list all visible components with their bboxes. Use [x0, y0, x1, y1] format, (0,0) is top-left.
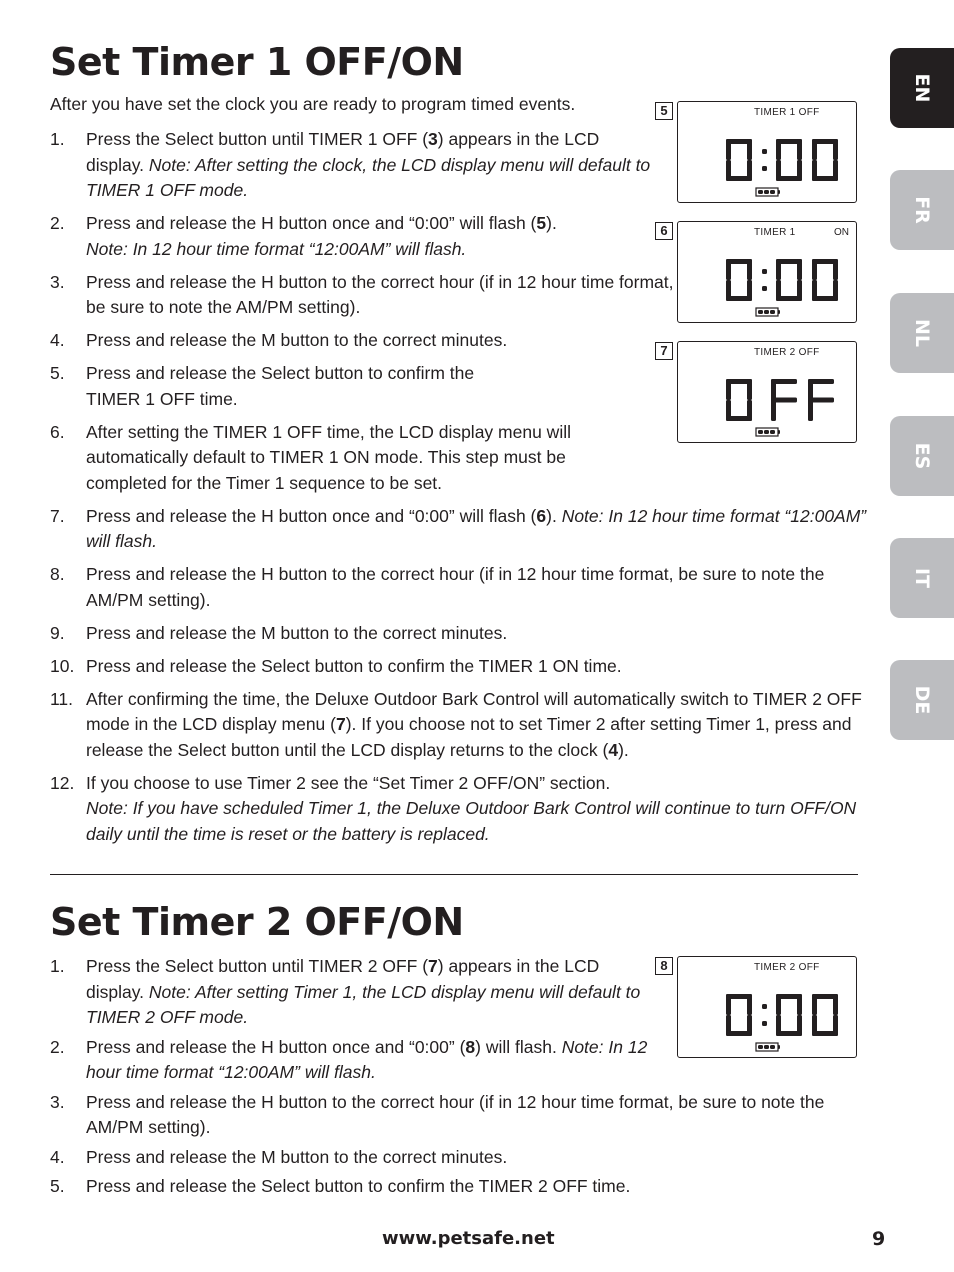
- list-item: 7. Press and release the H button once and “0:00” will flash (6). Note: In 12 hour time format “12:00AM” will flash.: [50, 505, 867, 551]
- lcd-mode-text: TIMER 1: [754, 227, 796, 238]
- list-item: 3. Press and release the H button to the correct hour (if in 12 hour time format, be sure to note the AM/PM setting).: [50, 1091, 825, 1137]
- tab-fr[interactable]: FR: [890, 170, 954, 250]
- list-item: 8. Press and release the H button to the correct hour (if in 12 hour time format, be sure to note the AM/PM setting).: [50, 564, 825, 610]
- list-item: 3. Press and release the H button to the correct hour (if in 12 hour time format, be sure to note the AM/PM setting).: [50, 271, 674, 317]
- list-item: 12. If you choose to use Timer 2 see the “Set Timer 2 OFF/ON” section. Note: If you have scheduled Timer 1, the Deluxe Outdoor Bark Control will continue to turn OFF/ON daily until the time is reset or the battery is replaced.: [50, 772, 857, 844]
- lcd-display: [677, 101, 857, 203]
- list-item: 2. Press and release the H button once and “0:00” will flash (5). Note: In 12 hour time format “12:00AM” will flash.: [50, 213, 557, 259]
- lcd-display: [677, 341, 857, 443]
- list-item: 5. Press and release the Select button to confirm the TIMER 2 OFF time.: [50, 1176, 631, 1196]
- list-item: 2. Press and release the H button once and “0:00” (8) will flash. Note: In 12 hour time format “12:00AM” will flash.: [50, 1036, 648, 1082]
- tab-nl[interactable]: NL: [890, 293, 954, 373]
- list-item: 9. Press and release the M button to the correct minutes.: [50, 622, 508, 643]
- tab-de[interactable]: DE: [890, 660, 954, 740]
- tab-es[interactable]: ES: [890, 416, 954, 496]
- list-item: 4. Press and release the M button to the correct minutes.: [50, 330, 508, 350]
- tab-it[interactable]: IT: [890, 538, 954, 618]
- lcd-mode-text: TIMER 2 OFF: [754, 962, 820, 973]
- figure-label: 7: [655, 342, 673, 360]
- lcd-mode-text: TIMER 2 OFF: [754, 347, 820, 358]
- lcd-state-text: ON: [834, 227, 849, 238]
- list-item: 11. After confirming the time, the Deluxe Outdoor Bark Control will automatically switch to TIMER 2 OFF mode in the LCD display menu (7). If you choose not to set Timer 2 after setting Timer 1, press and release the Select button until the LCD display returns to the clock (4).: [50, 688, 862, 760]
- list-item: 5. Press and release the Select button to confirm the TIMER 1 OFF time.: [50, 363, 475, 409]
- lcd-segment-digits: [678, 102, 856, 202]
- section-title-timer1: Set Timer 1 OFF/ON: [50, 40, 464, 84]
- footer-url[interactable]: www.petsafe.net: [382, 1228, 555, 1249]
- section-divider: [50, 874, 858, 875]
- lcd-display: [677, 956, 857, 1058]
- figure-label: 8: [655, 957, 673, 975]
- page-number: 9: [872, 1228, 886, 1250]
- lcd-segment-digits: [678, 222, 856, 322]
- tab-en[interactable]: EN: [890, 48, 954, 128]
- list-item: 1. Press the Select button until TIMER 1 OFF (3) appears in the LCD display. Note: After setting the clock, the LCD display menu will default to TIMER 1 OFF mode.: [50, 129, 651, 200]
- list-item: 4. Press and release the M button to the correct minutes.: [50, 1146, 508, 1167]
- section-title-timer2: Set Timer 2 OFF/ON: [50, 900, 464, 944]
- list-item: 1. Press the Select button until TIMER 2 OFF (7) appears in the LCD display. Note: After setting Timer 1, the LCD display menu will default to TIMER 2 OFF mode.: [50, 956, 641, 1027]
- lcd-display: [677, 221, 857, 323]
- figure-label: 6: [655, 222, 673, 240]
- figure-label: 5: [655, 102, 673, 120]
- lcd-segment-digits: [678, 957, 856, 1057]
- intro-text: After you have set the clock you are ready to program timed events.: [50, 94, 576, 114]
- lcd-segment-digits: [678, 342, 856, 442]
- list-item: 10. Press and release the Select button to confirm the TIMER 1 ON time.: [50, 655, 622, 676]
- lcd-mode-text: TIMER 1 OFF: [754, 107, 820, 118]
- list-item: 6. After setting the TIMER 1 OFF time, the LCD display menu will automatically default to TIMER 1 ON mode. This step must be completed for the Timer 1 sequence to be set.: [50, 421, 571, 493]
